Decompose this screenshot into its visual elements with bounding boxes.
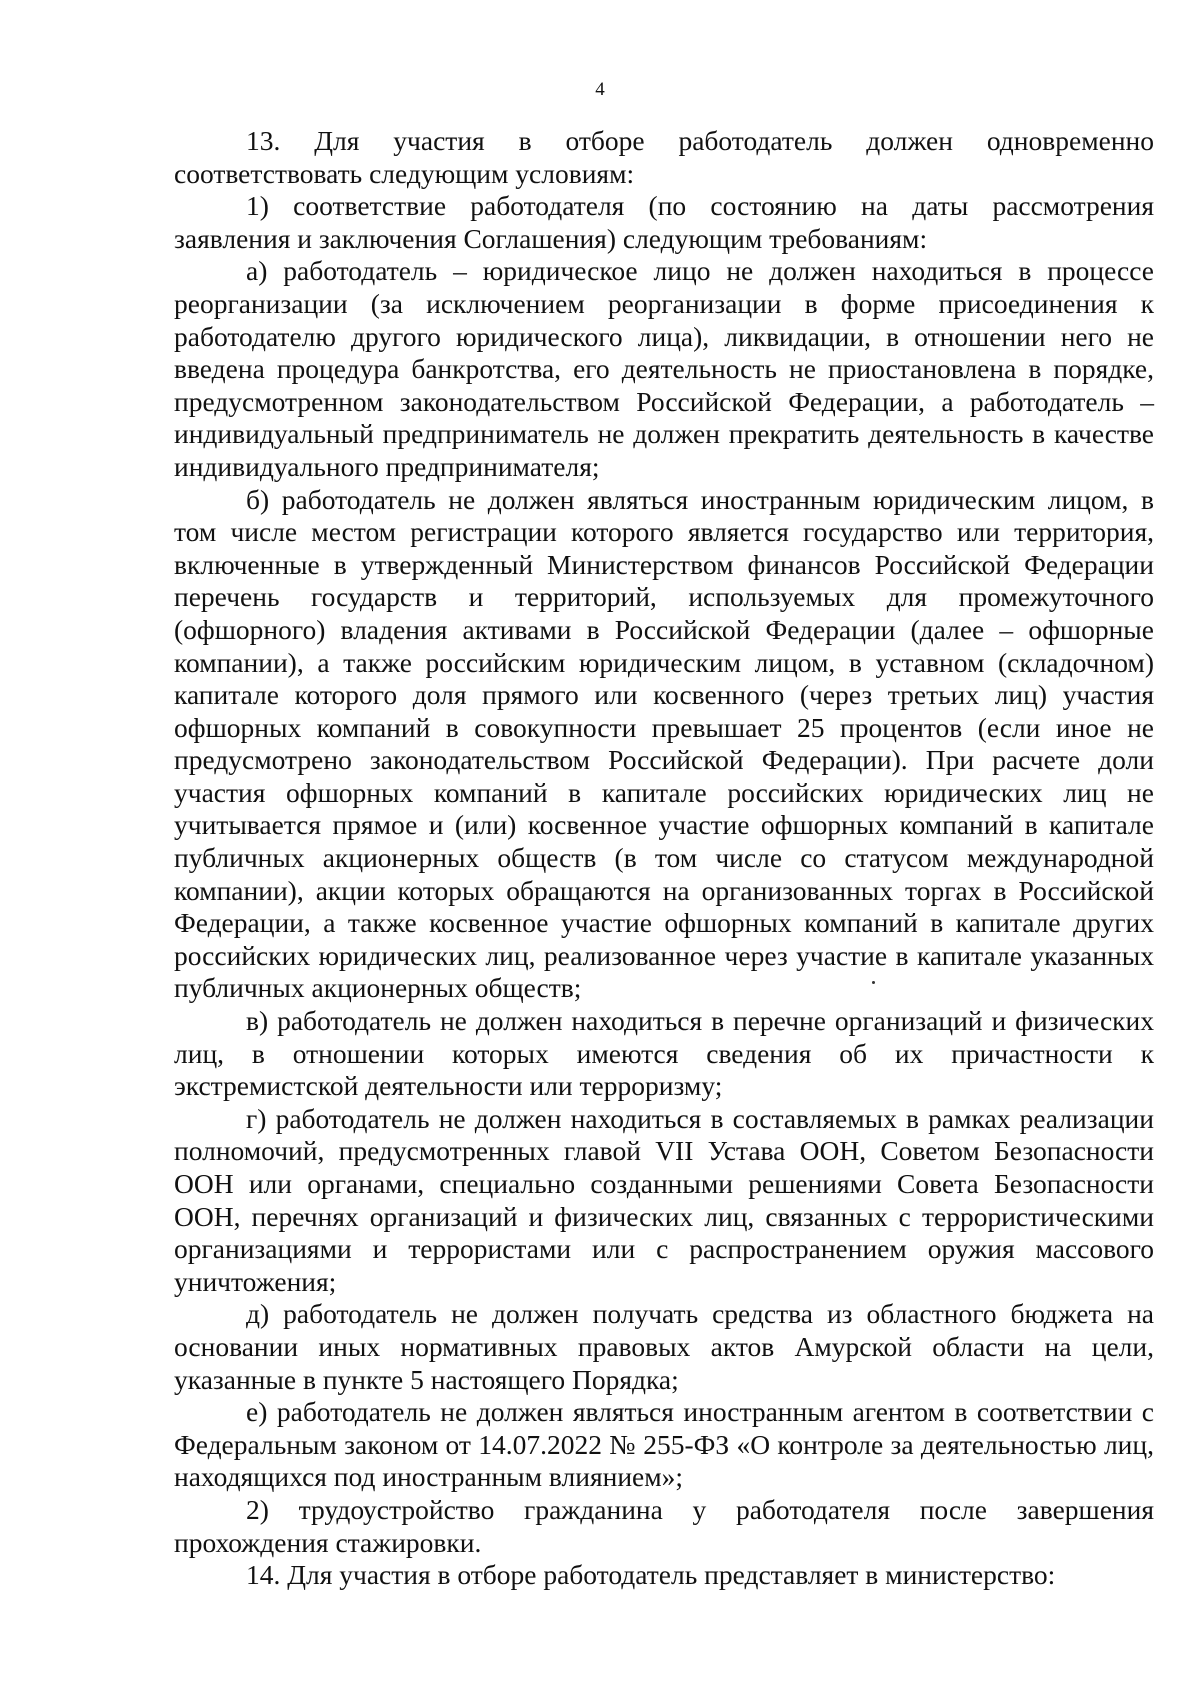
document-body: [174, 125, 1154, 1592]
paragraph-requirement-a: а) работодатель – юридическое лицо не должен находиться в процессе реорганизации (за исключением реорганизации в форме присоединения к работодателю другого юридического лица), ликвидации, в отношении него не введена процедура банкротства, его деятельность не приостановлена в порядке, предусмотренном законодательством Российской Федерации, а работодатель – индивидуальный предприниматель не должен прекратить деятельность в качестве индивидуального предпринимателя;: [174, 255, 1154, 482]
paragraph-requirement-g: г) работодатель не должен находиться в составляемых в рамках реализации полномочий, предусмотренных главой VII Устава ООН, Советом Безопасности ООН или органами, специально созданными решениями Совета Безопасности ООН, перечнях организаций и физических лиц, связанных с террористическими организациями и террористами или с распространением оружия массового уничтожения;: [174, 1102, 1154, 1297]
paragraph-requirement-e: е) работодатель не должен являться иностранным агентом в соответствии с Федеральным законом от 14.07.2022 № 255-ФЗ «О контроле за деятельностью лиц, находящихся под иностранным влиянием»;: [174, 1396, 1154, 1493]
paragraph-condition-1: 1) соответствие работодателя (по состоянию на даты рассмотрения заявления и заключения Соглашения) следующим требованиям:: [174, 190, 1154, 254]
paragraph-requirement-b: б) работодатель не должен являться иностранным юридическим лицом, в том числе местом регистрации которого является государство или территория, включенные в утвержденный Министерством финансов Российской Федерации перечень государств и территорий, используемых для промежуточного (офшорного) владения активами в Российской Федерации (далее – офшорные компании), а также российским юридическим лицом, в уставном (складочном) капитале которого доля прямого или косвенного (через третьих лиц) участия офшорных компаний в совокупности превышает 25 процентов (если иное не предусмотрено законодательством Российской Федерации). При расчете доли участия офшорных компаний в капитале российских юридических лиц не учитывается прямое и (или) косвенное участие офшорных компаний в капитале публичных акционерных обществ (в том числе со статусом международной компании), акции которых обращаются на организованных торгах в Российской Федерации, а также косвенное участие офшорных компаний в капитале других российских юридических лиц, реализованное через участие в капитале указанных публичных акционерных обществ;: [174, 483, 1154, 1004]
paragraph-13-intro: 13. Для участия в отборе работодатель должен одновременно соответствовать следующим условиям:: [174, 125, 1154, 189]
paragraph-requirement-v: в) работодатель не должен находиться в перечне организаций и физических лиц, в отношении которых имеются сведения об их причастности к экстремистской деятельности или терроризму;: [174, 1005, 1154, 1102]
scan-speck: [872, 981, 875, 984]
paragraph-14-intro: 14. Для участия в отборе работодатель представляет в министерство:: [246, 1559, 1056, 1591]
paragraph-requirement-d: д) работодатель не должен получать средства из областного бюджета на основании иных нормативных правовых актов Амурской области на цели, указанные в пункте 5 настоящего Порядка;: [174, 1298, 1154, 1395]
paragraph-condition-2: 2) трудоустройство гражданина у работодателя после завершения прохождения стажировки.: [174, 1493, 1154, 1558]
page-number: 4: [595, 79, 605, 100]
